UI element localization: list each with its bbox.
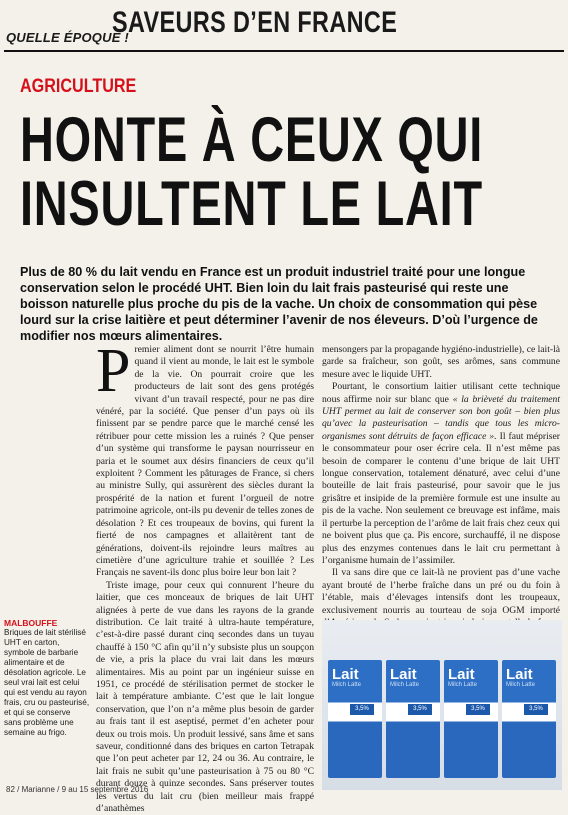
caption-title: MALBOUFFE	[4, 618, 58, 628]
rubric-title: SAVEURS D’EN FRANCE	[112, 6, 398, 39]
carton-fat-label: 3,5%	[524, 704, 548, 715]
carton-subtitle: Milch Latte	[332, 682, 362, 688]
page-title	[20, 105, 542, 239]
carton-subtitle: Milch Latte	[448, 682, 478, 688]
page-footer: 82 / Marianne / 9 au 15 septembre 2016	[6, 785, 149, 794]
column-2-paragraph-1: mensongers par la propagande hygiéno-industrielle), ce lait-là garde sa fraîcheur, son goût, ses arômes, sans commune mesure avec le liquide UHT.	[322, 344, 560, 380]
carton-brand: Lait	[332, 666, 359, 683]
carton-brand: Lait	[448, 666, 475, 683]
consortium-quote: « la brièveté du traitement UHT permet au lait de conserver son bon goût – bien plus qu’avec la pasteurisation – tandis que tous les micro-organismes sont détruits de façon efficace ».	[322, 393, 560, 442]
rubric-label: QUELLE ÉPOQUE !	[6, 30, 129, 45]
milk-cartons-photo	[322, 620, 562, 790]
column-1-paragraph-1: remier aliment dont se nourrit l’être humain quand il vient au monde, le lait est le symbole de la vie. On pourrait croire que les producteurs de lait sont des gens protégés vivant d’un travail respecté, pour ne pas dire vénéré, par la société. Que penser d’un pays où ils finissent par se pendre parce que le marché censé les rétribuer pour cette mission les a ruinés ? Que penser d’un système qui transforme le paysan nourrisseur en paria et le soumet aux désirs financiers de ceux qu’il exploitent ? Comment les pâturages de France, si chers au ministre Sully, qui assurèrent des siècles durant la prospérité de la nation et furent l’orgueil de notre patrimoine agricole, ont-ils pu devenir de telles zones de désolation ? Et ces troupeaux de bovins, qui furent la fierté de nos campagnes et allaitèrent tant de générations, doivent-ils rejoindre leurs maîtres au cimetière d’une agriculture trahie et souillée ? Les Français ne savent-ils donc plus boire leur bon lait ?	[96, 344, 314, 579]
carton-fat-label: 3,5%	[466, 704, 490, 715]
caption-body: Briques de lait stérilisé UHT en carton, symbole de barbarie alimentaire et de désolation agricole. Le seul vrai lait est celui qui est vendu au rayon frais, cru ou pasteurisé, et qui se conserve sans problème une semaine au frigo.	[4, 628, 90, 737]
drop-cap: P	[96, 337, 131, 405]
carton-fat-label: 3,5%	[350, 704, 374, 715]
carton-subtitle: Milch Latte	[390, 682, 420, 688]
milk-carton	[502, 660, 556, 778]
milk-carton	[386, 660, 440, 778]
column-2-paragraph-2-start: Pourtant, le consortium laitier utilisant cette technique nous affirme noir sur blanc que	[322, 381, 560, 405]
column-2-paragraph-2	[322, 381, 560, 567]
photo-caption	[4, 618, 90, 738]
column-2-paragraph-2-end: Il faut mépriser le consommateur pour oser écrire cela. Il n’est même pas besoin de comparer le contenu d’une brique de lait UHT longue conservation, totalement dénaturé, avec celui d’une bouteille de lait frais pasteurisé, pour savoir que le jus grisâtre et insipide de la première formule est une insulte au pis de la vache. Non seulement ce breuvage est infâme, mais il perturbe la perception de l’arôme de lait frais chez ceux qui ne boivent plus que ça. Pis encore, surchauffé, il ne dispose plus des enzymes contenues dans le lait cru permettant à l’organisme humain de l’assimiler.	[322, 430, 560, 566]
column-1-paragraph-2: Triste image, pour ceux qui connurent l’heure du laitier, que ces monceaux de briques de lait UHT alignées à perte de vue dans les rayons de la grande distribution. Ce lait traité à ultra-haute température, c’est-à-dire passé durant cinq secondes dans un tuyau chauffé à 150 °C afin qu’il n’y subsiste plus un soupçon de vie, a pris la place du vrai lait dans les mœurs alimentaires. Mis au point par un ingénieur suisse en 1951, ce procédé de stérilisation permet de stocker le lait à température ambiante. C’est que le lait longue conservation, que l’on n’a même plus besoin de garder au frais tant il est aseptisé, permet d’en acheter pour deux ou trois mois. Un produit lessivé, sans âme et sans saveur, conditionné dans des briques en carton Tetrapak que l’on peut acheter par 12, 24 ou 36. Au contraire, le lait frais ne subit qu’une pasteurisation à 75 ou 80 °C durant douze à quinze secondes. Sans préserver toutes les vertus du lait cru (bien meilleur mais frappé d’anathèmes	[96, 579, 314, 815]
section-tag: AGRICULTURE	[20, 76, 137, 97]
carton-brand: Lait	[390, 666, 417, 683]
headline-line-1: HONTE À CEUX QUI	[20, 105, 484, 175]
article-column-2	[322, 344, 560, 654]
rubric-divider	[4, 50, 564, 52]
lede: Plus de 80 % du lait vendu en France est un produit industriel traité pour une longue conservation selon le procédé UHT. Bien loin du lait frais pasteurisé qui reste une boisson naturelle plus proche du pis de la vache. Un choix de consommation qui pèse lourd sur la crise laitière et peut déterminer l’avenir de nos éleveurs. D’où l’urgence de modifier nos mœurs alimentaires.	[20, 265, 538, 343]
carton-fat-label: 3,5%	[408, 704, 432, 715]
carton-subtitle: Milch Latte	[506, 682, 536, 688]
headline-line-2: INSULTENT LE LAIT	[20, 169, 483, 239]
milk-carton	[328, 660, 382, 778]
carton-brand: Lait	[506, 666, 533, 683]
article-column-1	[96, 337, 314, 815]
milk-carton	[444, 660, 498, 778]
column-2-paragraph-3: Il va sans dire que ce lait-là ne provient pas d’une vache ayant brouté de l’herbe fraîche dans un pré ou du foin à l’étable, mais d’élevages intensifs dont les troupeaux, exclusivement nourris au tourteau de soja OGM importé	[322, 567, 560, 616]
